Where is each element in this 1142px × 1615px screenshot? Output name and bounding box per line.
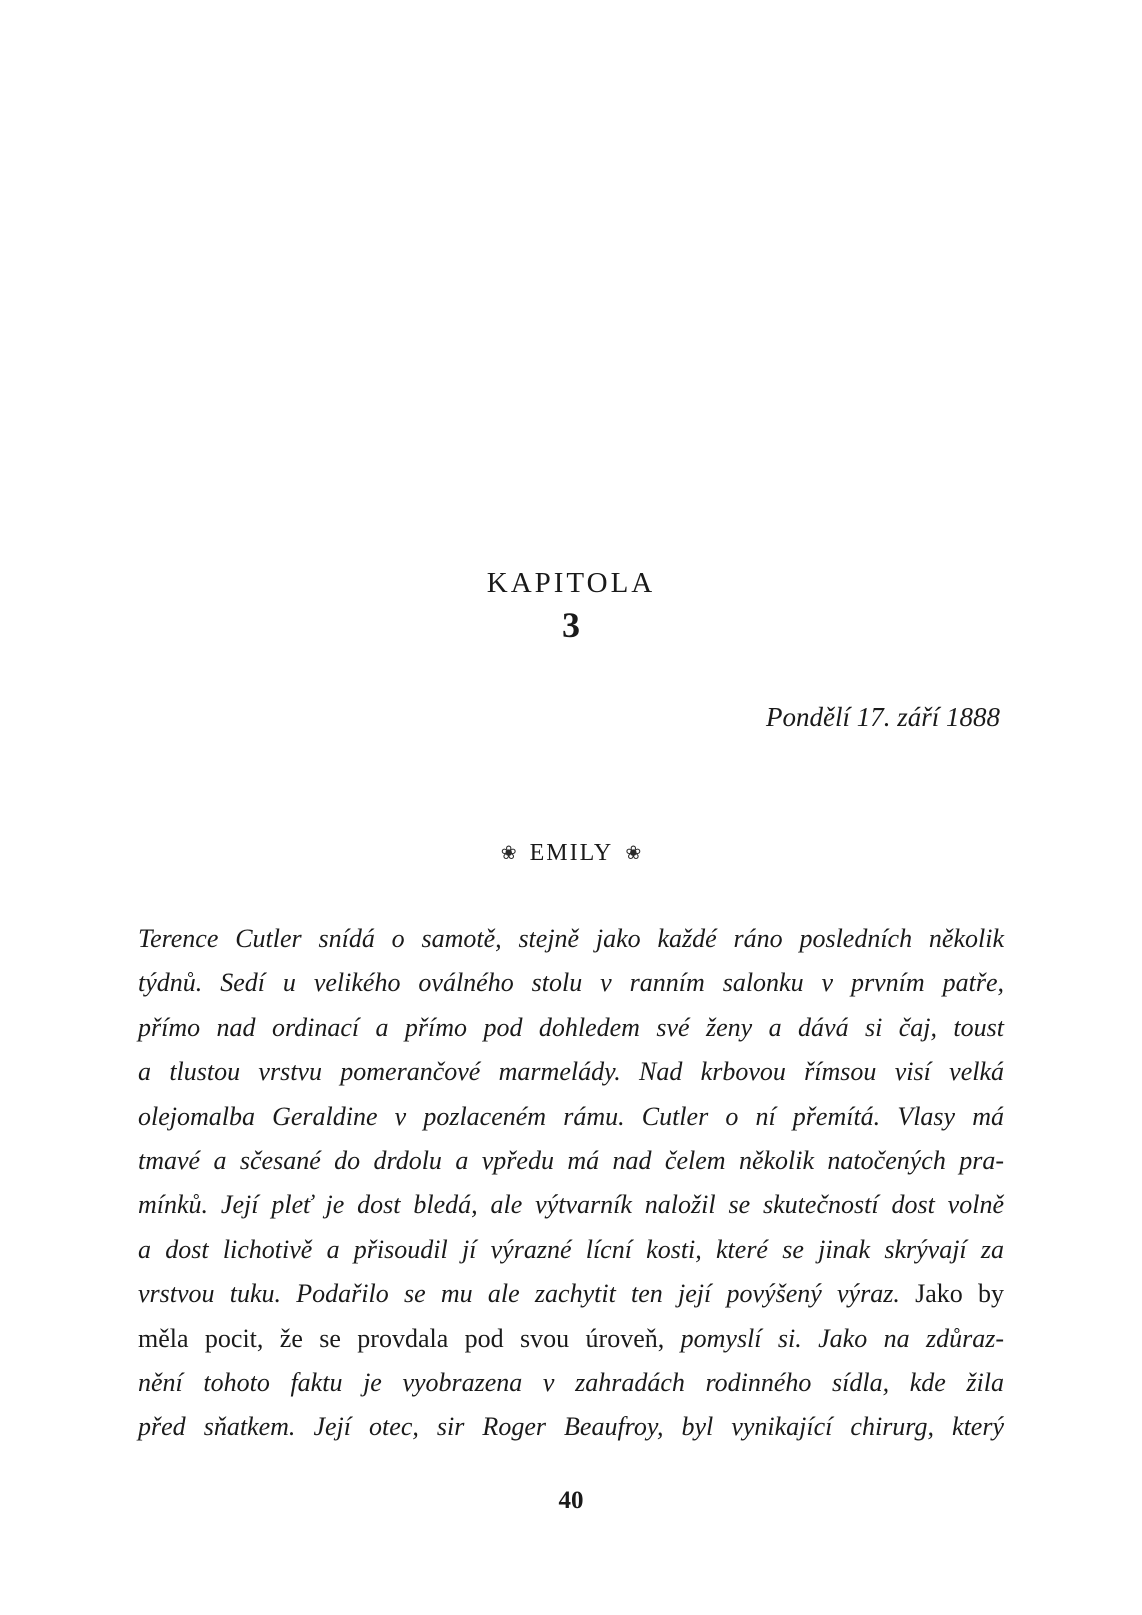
- text-segment: a dost lichotivě a přisoudil jí výrazné lícní kosti, které se jinak skrývají za: [138, 1234, 1004, 1264]
- text-line: [138, 1183, 1004, 1227]
- text-line: [138, 1228, 1004, 1272]
- text-line: [138, 1405, 1004, 1449]
- text-segment: Jako by: [899, 1279, 1004, 1309]
- text-segment: nění tohoto faktu je vyobrazena v zahradách rodinného sídla, kde žila: [138, 1367, 1004, 1397]
- text-segment: přímo nad ordinací a přímo pod dohledem své ženy a dává si čaj, toust: [138, 1012, 1004, 1042]
- text-line: [138, 1361, 1004, 1405]
- text-segment: olejomalba Geraldine v pozlaceném rámu. Cutler o ní přemítá. Vlasy má: [138, 1101, 1004, 1131]
- text-line: [138, 961, 1004, 1005]
- text-line: [138, 1006, 1004, 1050]
- text-segment: týdnů. Sedí u velikého oválného stolu v ranním salonku v prvním patře,: [138, 968, 1004, 998]
- narrator-heading: [0, 838, 1142, 869]
- text-segment: Terence Cutler snídá o samotě, stejně jako každé ráno posledních několik: [138, 924, 1004, 953]
- text-line: [138, 1272, 1004, 1316]
- text-segment: a tlustou vrstvu pomerančové marmelády. Nad krbovou římsou visí velká: [138, 1057, 1004, 1087]
- text-line: [138, 917, 1004, 961]
- flower-ornament-icon: ❀: [625, 843, 642, 864]
- page-number: 40: [558, 1487, 584, 1514]
- body-text: [138, 917, 1004, 1450]
- text-line: [138, 1050, 1004, 1094]
- chapter-label: KAPITOLA: [486, 567, 656, 599]
- chapter-date: Pondělí 17. září 1888: [766, 702, 1000, 732]
- text-line: [138, 1095, 1004, 1139]
- chapter-number: 3: [562, 605, 580, 645]
- text-segment: mínků. Její pleť je dost bledá, ale výtvarník naložil se skutečností dost volně: [138, 1190, 1004, 1220]
- text-segment: pomyslí si. Jako na zdůraz-: [680, 1323, 1004, 1353]
- text-line: [138, 1317, 1004, 1361]
- text-segment: před sňatkem. Její otec, sir Roger Beaufroy, byl vynikající chirurg, který: [138, 1412, 1004, 1442]
- text-line: [138, 1139, 1004, 1183]
- narrator-name: EMILY: [529, 840, 613, 866]
- text-segment: vrstvou tuku. Podařilo se mu ale zachytit ten její povýšený výraz.: [138, 1279, 900, 1309]
- flower-ornament-icon: ❀: [500, 843, 517, 864]
- text-segment: tmavé a sčesané do drdolu a vpředu má nad čelem několik natočených pra-: [138, 1145, 1004, 1175]
- text-segment: měla pocit, že se provdala pod svou úroveň,: [138, 1323, 681, 1353]
